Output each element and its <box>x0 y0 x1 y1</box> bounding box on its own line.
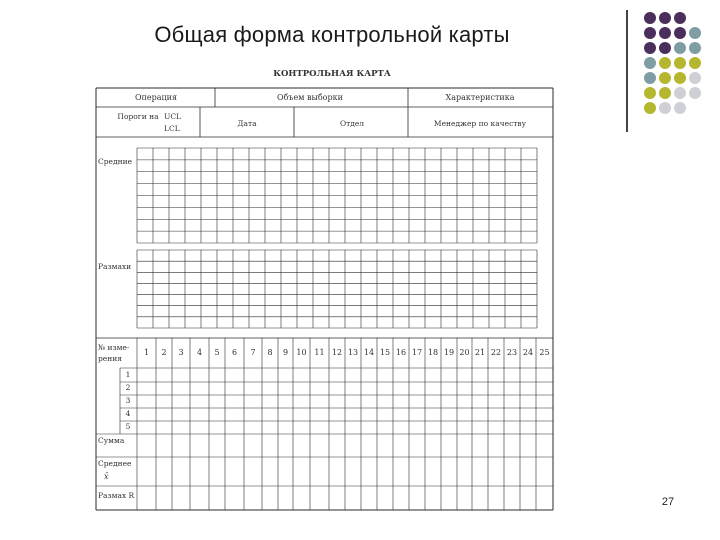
sample-number-label: 5 <box>214 348 220 357</box>
header-quality-manager: Менеджер по качеству <box>433 119 527 128</box>
sample-number-label: 18 <box>427 348 439 357</box>
label-range-r: Размах R <box>98 491 135 500</box>
slide-title: Общая форма контрольной карты <box>154 22 510 47</box>
measurement-row-label: 3 <box>125 396 131 405</box>
form-heading: КОНТРОЛЬНАЯ КАРТА <box>273 69 391 79</box>
label-sample-no-1: № измe- <box>98 343 130 352</box>
label-sum: Сумма <box>98 436 125 445</box>
measurement-row-label: 2 <box>125 383 131 392</box>
sample-number-label: 20 <box>459 348 470 357</box>
sample-number-label: 9 <box>282 348 289 357</box>
sample-number-label: 15 <box>379 348 391 357</box>
sample-number-label: 17 <box>411 348 423 357</box>
header-ucl: UCL <box>164 112 182 121</box>
label-sample-no-2: рения <box>98 354 122 363</box>
sample-number-label: 19 <box>443 348 455 357</box>
sample-number-label: 24 <box>522 348 534 357</box>
label-means: Средние <box>98 157 133 166</box>
sample-number-label: 4 <box>196 348 203 357</box>
label-mean-1: Среднее <box>98 459 132 468</box>
sample-number-label: 23 <box>506 348 518 357</box>
sample-number-label: 10 <box>296 348 307 357</box>
sample-number-label: 11 <box>314 348 325 357</box>
sample-number-label: 14 <box>363 348 375 357</box>
sample-number-label: 21 <box>474 348 486 357</box>
sample-number-label: 25 <box>539 348 550 357</box>
header-sample-size: Объем выборки <box>277 93 343 102</box>
sample-number-label: 6 <box>231 348 238 357</box>
header-characteristic: Характеристика <box>445 93 515 102</box>
header-department: Отдел <box>339 119 365 128</box>
measurement-row-label: 1 <box>125 370 131 379</box>
measurement-row-label: 4 <box>125 409 131 418</box>
sample-number-label: 7 <box>250 348 256 357</box>
header-limits-label: Пороги на <box>117 112 159 121</box>
sample-number-label: 12 <box>331 348 343 357</box>
page-number: 27 <box>661 496 675 508</box>
sample-number-label: 16 <box>395 348 407 357</box>
measurement-row-label: 5 <box>125 422 131 431</box>
sample-number-label: 22 <box>490 348 502 357</box>
label-mean-2: x̄ <box>104 472 109 481</box>
header-lcl: LCL <box>164 124 180 133</box>
sample-number-label: 3 <box>178 348 184 357</box>
header-operation: Операция <box>134 93 178 102</box>
sample-number-label: 8 <box>267 348 273 357</box>
header-date: Дата <box>237 119 257 128</box>
sample-number-label: 2 <box>161 348 167 357</box>
label-ranges: Размахи <box>98 262 132 271</box>
sample-number-label: 13 <box>347 348 359 357</box>
sample-number-label: 1 <box>143 348 150 357</box>
